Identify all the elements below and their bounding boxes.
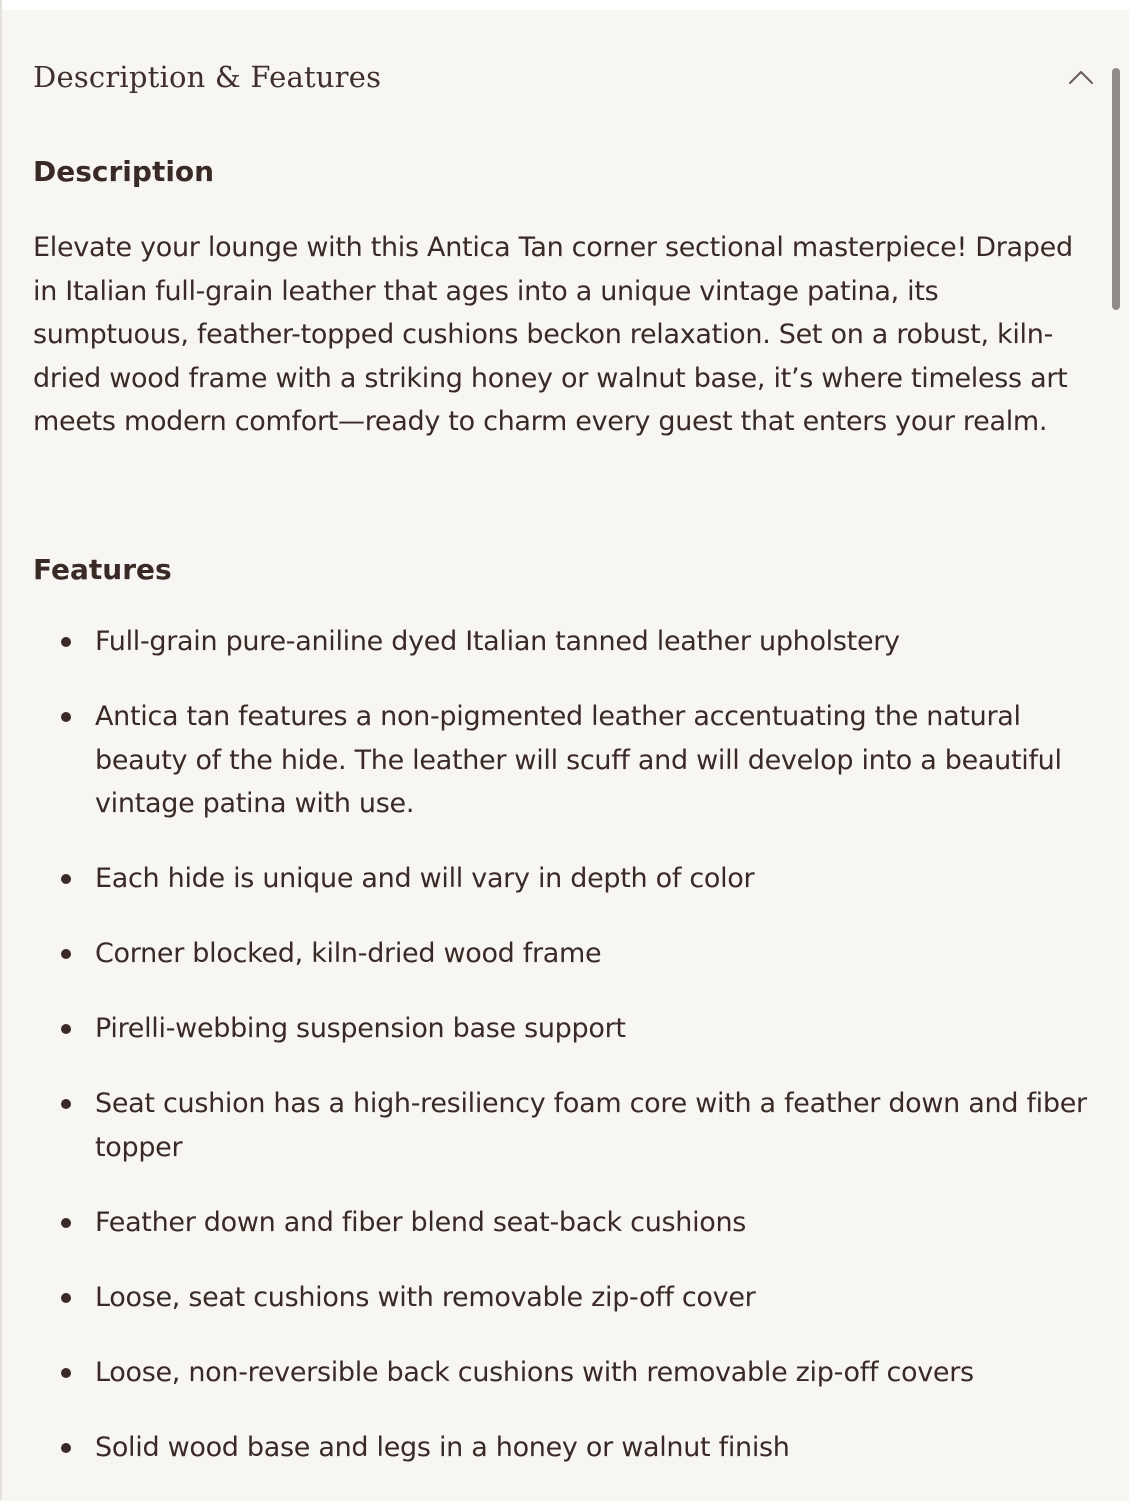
accordion-title: Description & Features [33, 60, 382, 94]
feature-text: Pirelli-webbing suspension base support [95, 1013, 626, 1044]
bullet-icon [61, 1368, 71, 1378]
feature-item [33, 695, 1101, 826]
feature-text: Full-grain pure-aniline dyed Italian tanned leather upholstery [95, 626, 900, 657]
accordion-header-description-features[interactable] [33, 52, 1093, 102]
bullet-icon [61, 1024, 71, 1034]
left-edge-divider [0, 0, 2, 1500]
description-heading: Description [33, 155, 215, 188]
bullet-icon [61, 712, 71, 722]
feature-item [33, 857, 1101, 901]
feature-item [33, 1082, 1101, 1169]
top-strip [0, 0, 1129, 10]
bullet-icon [61, 637, 71, 647]
bullet-icon [61, 949, 71, 959]
feature-item [33, 1351, 1101, 1395]
feature-item [33, 1426, 1101, 1470]
feature-text: Corner blocked, kiln-dried wood frame [95, 938, 602, 969]
features-list [33, 620, 1101, 1501]
features-heading: Features [33, 553, 172, 586]
bullet-icon [61, 1443, 71, 1453]
feature-text: Loose, seat cushions with removable zip-off cover [95, 1281, 756, 1313]
description-text: Elevate your lounge with this Antica Tan corner sectional masterpiece! Draped in Italian full-grain leather that ages into a unique vintage patina, its sumptuous, feather-topped cushions beckon relaxation. Set on a robust, kiln-dried wood frame with a striking honey or walnut base, it’s where timeless art meets modern comfort—ready to charm every guest that enters your realm. [33, 232, 1073, 437]
bullet-icon [61, 1293, 71, 1303]
feature-item [33, 1007, 1101, 1051]
scrollbar-thumb[interactable] [1112, 68, 1120, 310]
bullet-icon [61, 1099, 71, 1109]
bullet-icon [61, 874, 71, 884]
feature-text: Antica tan features a non-pigmented leather accentuating the natural beauty of the hide. The leather will scuff and will develop into a beautiful vintage patina with use. [95, 701, 1062, 819]
feature-text: Feather down and fiber blend seat-back cushions [95, 1206, 747, 1238]
feature-item [33, 620, 1101, 664]
feature-text: Each hide is unique and will vary in depth of color [95, 863, 755, 894]
feature-item [33, 932, 1101, 976]
feature-text: Solid wood base and legs in a honey or walnut finish [95, 1431, 790, 1463]
feature-text: Loose, non-reversible back cushions with removable zip-off covers [95, 1356, 974, 1388]
feature-item [33, 1276, 1101, 1320]
feature-text: Seat cushion has a high-resiliency foam core with a feather down and fiber topper [95, 1088, 1087, 1163]
bullet-icon [61, 1218, 71, 1228]
chevron-up-icon[interactable] [1067, 63, 1095, 91]
feature-item [33, 1201, 1101, 1245]
